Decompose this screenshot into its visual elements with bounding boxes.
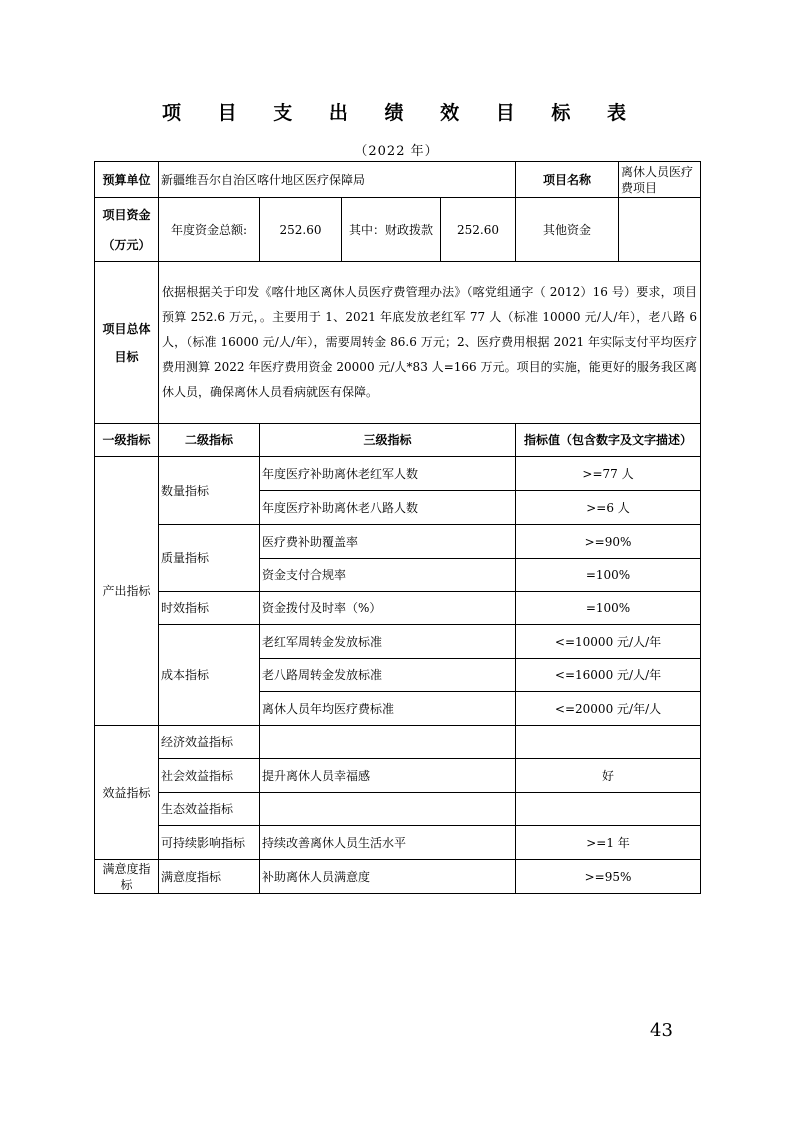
indicator-value: >=77 人 bbox=[516, 457, 701, 491]
indicator-value: =100% bbox=[516, 559, 701, 592]
level1-satisfaction: 满意度指标 bbox=[95, 860, 159, 894]
performance-target-table bbox=[94, 161, 701, 894]
table-row bbox=[95, 592, 701, 625]
goal-label: 项目总体目标 bbox=[95, 262, 159, 424]
level2-cost: 成本指标 bbox=[159, 625, 260, 726]
table-row bbox=[95, 793, 701, 826]
indicator-value: >=95% bbox=[516, 860, 701, 894]
indicator-value bbox=[516, 793, 701, 826]
goal-row bbox=[95, 262, 701, 424]
indicator-value: <=16000 元/人/年 bbox=[516, 659, 701, 692]
funds-row bbox=[95, 198, 701, 262]
other-funds-value bbox=[619, 198, 701, 262]
goal-text: 依据根据关于印发《喀什地区离休人员医疗费管理办法》（喀党组通字（ 2012）16 号）要求，项目预算 252.6 万元，。主要用于 1、2021 年底发放老红军 77 人（标准 10000 元/人/年），老八路 6 人，（标准 16000 元/人/年），需要周转金 86.6 万元；2、医疗费用根据 2021 年实际支付平均医疗费用测算 2022 年医疗费用资金 20000 元/人*83 人=166 万元。项目的实施，能更好的服务我区离休人员，确保离休人员看病就医有保障。 bbox=[159, 262, 701, 424]
level2-social: 社会效益指标 bbox=[159, 759, 260, 793]
funds-label-line1: 项目资金 bbox=[102, 207, 151, 222]
indicator-value: =100% bbox=[516, 592, 701, 625]
level3-indicator: 年度医疗补助离休老红军人数 bbox=[260, 457, 516, 491]
level3-indicator: 补助离休人员满意度 bbox=[260, 860, 516, 894]
level3-indicator bbox=[260, 793, 516, 826]
col-header-level1: 一级指标 bbox=[95, 424, 159, 457]
fiscal-funds-label: 其中：财政拨款 bbox=[342, 198, 441, 262]
indicator-value bbox=[516, 726, 701, 759]
other-funds-label: 其他资金 bbox=[516, 198, 619, 262]
table-row bbox=[95, 525, 701, 559]
table-row bbox=[95, 759, 701, 793]
fiscal-funds-value: 252.60 bbox=[441, 198, 516, 262]
level3-indicator: 资金拨付及时率（%） bbox=[260, 592, 516, 625]
project-name-value: 离休人员医疗费项目 bbox=[619, 162, 701, 198]
funds-label bbox=[95, 198, 159, 262]
header-row bbox=[95, 162, 701, 198]
level3-indicator: 老红军周转金发放标准 bbox=[260, 625, 516, 659]
table-row bbox=[95, 826, 701, 860]
page-title: 项 目 支 出 绩 效 目 标 表 bbox=[162, 102, 641, 124]
indicator-value: >=90% bbox=[516, 525, 701, 559]
level3-indicator: 离休人员年均医疗费标准 bbox=[260, 692, 516, 726]
col-header-level3: 三级指标 bbox=[260, 424, 516, 457]
year-subtitle: （2022 年） bbox=[354, 144, 439, 159]
project-name-label: 项目名称 bbox=[516, 162, 619, 198]
level2-satisfaction: 满意度指标 bbox=[159, 860, 260, 894]
table-row bbox=[95, 860, 701, 894]
column-header-row bbox=[95, 424, 701, 457]
level3-indicator: 资金支付合规率 bbox=[260, 559, 516, 592]
indicator-value: <=20000 元/年/人 bbox=[516, 692, 701, 726]
table-row bbox=[95, 726, 701, 759]
table-row bbox=[95, 625, 701, 659]
level1-output: 产出指标 bbox=[95, 457, 159, 726]
col-header-value: 指标值（包含数字及文字描述） bbox=[516, 424, 701, 457]
level2-ecological: 生态效益指标 bbox=[159, 793, 260, 826]
level3-indicator bbox=[260, 726, 516, 759]
page-number: 43 bbox=[650, 1020, 673, 1041]
level2-timeliness: 时效指标 bbox=[159, 592, 260, 625]
budget-unit-value: 新疆维吾尔自治区喀什地区医疗保障局 bbox=[159, 162, 516, 198]
level2-quantity: 数量指标 bbox=[159, 457, 260, 525]
annual-funds-value: 252.60 bbox=[260, 198, 342, 262]
table-row bbox=[95, 457, 701, 491]
indicator-value: 好 bbox=[516, 759, 701, 793]
budget-unit-label: 预算单位 bbox=[95, 162, 159, 198]
level3-indicator: 持续改善离休人员生活水平 bbox=[260, 826, 516, 860]
level2-sustainable: 可持续影响指标 bbox=[159, 826, 260, 860]
level3-indicator: 提升离休人员幸福感 bbox=[260, 759, 516, 793]
indicator-value: >=6 人 bbox=[516, 491, 701, 525]
col-header-level2: 二级指标 bbox=[159, 424, 260, 457]
indicator-value: <=10000 元/人/年 bbox=[516, 625, 701, 659]
level3-indicator: 老八路周转金发放标准 bbox=[260, 659, 516, 692]
level3-indicator: 年度医疗补助离休老八路人数 bbox=[260, 491, 516, 525]
indicator-value: >=1 年 bbox=[516, 826, 701, 860]
level1-benefit: 效益指标 bbox=[95, 726, 159, 860]
level2-economic: 经济效益指标 bbox=[159, 726, 260, 759]
level3-indicator: 医疗费补助覆盖率 bbox=[260, 525, 516, 559]
level2-quality: 质量指标 bbox=[159, 525, 260, 592]
annual-funds-label: 年度资金总额: bbox=[159, 198, 260, 262]
funds-label-line2: （万元） bbox=[102, 237, 151, 252]
